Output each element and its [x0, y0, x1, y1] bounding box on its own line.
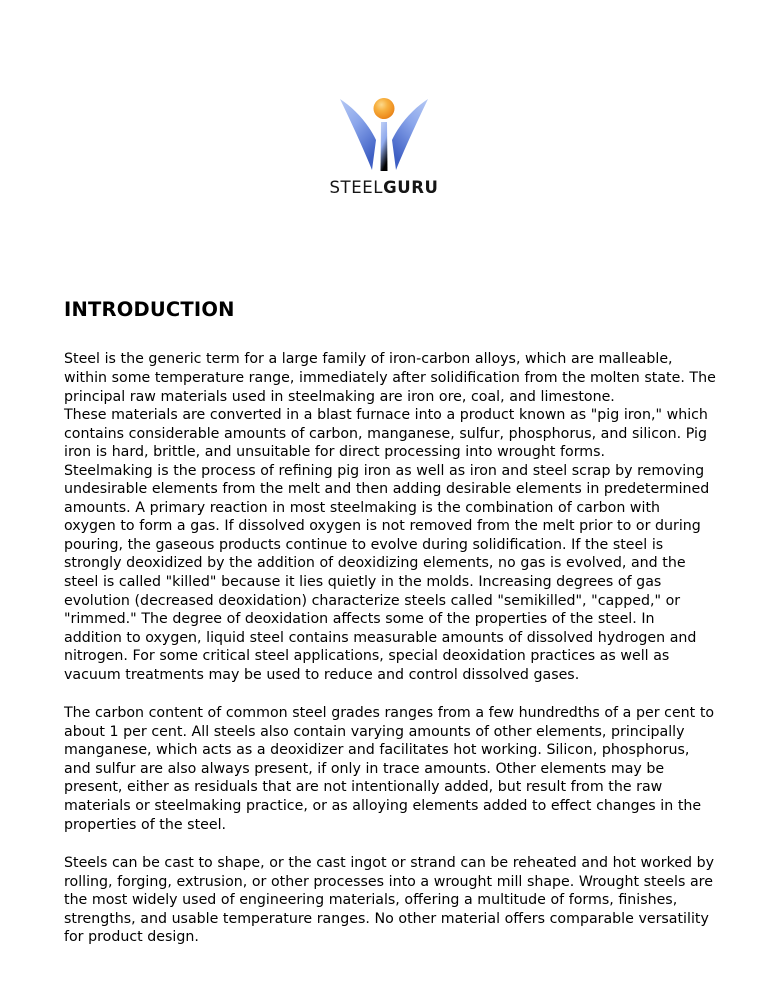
paragraph-group [64, 854, 716, 947]
brand-wordmark [329, 180, 438, 197]
paragraph-group [64, 704, 716, 834]
paragraph: Steelmaking is the process of refining pig iron as well as iron and steel scrap by removing undesirable elements from the melt and then adding desirable elements in predetermined amounts. A primary reaction in most steelmaking is the combination of carbon with oxygen to form a gas. If dissolved oxygen is not removed from the melt prior to or during pouring, the gaseous products continue to evolve during solidification. If the steel is strongly deoxidized by the addition of deoxidizing elements, no gas is evolved, and the steel is called "killed" because it lies quietly in the molds. Increasing degrees of gas evolution (decreased deoxidation) characterize steels called "semikilled", "capped," or "rimmed." The degree of deoxidation affects some of the properties of the steel. In addition to oxygen, liquid steel contains measurable amounts of dissolved hydrogen and nitrogen. For some critical steel applications, special deoxidation practices as well as vacuum treatments may be used to reduce and control dissolved gases. [64, 462, 710, 683]
paragraph-group [64, 350, 716, 684]
paragraph: Steel is the generic term for a large family of iron-carbon alloys, which are malleable, within some temperature range, immediately after solidification from the molten state. The principal raw materials used in steelmaking are iron ore, coal, and limestone. [64, 351, 716, 405]
logo-right-arm [392, 99, 428, 170]
paragraph: The carbon content of common steel grades ranges from a few hundredths of a per cent to about 1 per cent. All steels also contain varying amounts of other elements, principally manganese, which acts as a deoxidizer and facilitates hot working. Silicon, phosphorus, and sulfur are also always present, if only in trace amounts. Other elements may be present, either as residuals that are not intentionally added, but result from the raw materials or steelmaking practice, or as alloying elements added to effect changes in the properties of the steel. [64, 705, 715, 833]
brand-logo-block [0, 92, 768, 197]
logo-left-arm [340, 99, 376, 170]
logo-head-circle [374, 98, 395, 119]
paragraph: These materials are converted in a blast furnace into a product known as "pig iron," which contains considerable amounts of carbon, manganese, sulfur, phosphorus, and silicon. Pig iron is hard, brittle, and unsuitable for direct processing into wrought forms. [64, 407, 708, 461]
paragraph: Steels can be cast to shape, or the cast ingot or strand can be reheated and hot worked by rolling, forging, extrusion, or other processes into a wrought mill shape. Wrought steels are the most widely used of engineering materials, offering a multitude of forms, finishes, strengths, and usable temperature ranges. No other material offers comparable versatility for product design. [64, 855, 715, 946]
document-content [64, 299, 716, 947]
brand-wordmark-guru: GURU [383, 178, 439, 197]
brand-wordmark-steel: STEEL [329, 178, 384, 197]
steelguru-figure-logo-icon [332, 92, 436, 176]
logo-body [381, 122, 388, 171]
page-title: INTRODUCTION [64, 298, 235, 321]
